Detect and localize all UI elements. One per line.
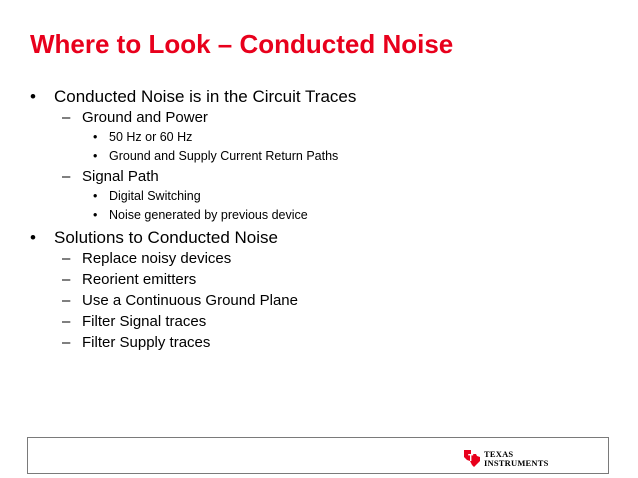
list-item-text: Digital Switching xyxy=(109,189,201,203)
dash-marker: – xyxy=(62,109,71,126)
dash-marker: – xyxy=(62,292,71,309)
logo-line-2: INSTRUMENTS xyxy=(484,458,549,468)
dash-marker: – xyxy=(62,313,71,330)
bullet-marker: • xyxy=(93,208,98,222)
dash-marker: – xyxy=(62,168,71,185)
texas-state-icon xyxy=(462,448,482,468)
bullet-marker: • xyxy=(93,130,98,144)
logo-wordmark xyxy=(484,450,549,468)
logo-line-1: TEXAS xyxy=(484,449,514,459)
list-item-text: Signal Path xyxy=(82,168,159,185)
dash-marker: – xyxy=(62,271,71,288)
list-item-text: Ground and Power xyxy=(82,109,208,126)
list-item-text: Noise generated by previous device xyxy=(109,208,308,222)
list-item-text: Replace noisy devices xyxy=(82,250,232,267)
list-item-text: Use a Continuous Ground Plane xyxy=(82,292,298,309)
bullet-marker: • xyxy=(30,87,36,106)
texas-instruments-logo xyxy=(462,448,552,470)
bullet-marker: • xyxy=(30,228,36,247)
bullet-marker: • xyxy=(93,149,98,163)
list-item-text: Reorient emitters xyxy=(82,271,197,288)
list-item-text: Ground and Supply Current Return Paths xyxy=(109,149,339,163)
list-item-text: Conducted Noise is in the Circuit Traces xyxy=(54,87,357,106)
dash-marker: – xyxy=(62,334,71,351)
dash-marker: – xyxy=(62,250,71,267)
bullet-marker: • xyxy=(93,189,98,203)
list-item-text: Filter Supply traces xyxy=(82,334,211,351)
slide-title: Where to Look – Conducted Noise xyxy=(30,29,454,59)
list-item-text: Solutions to Conducted Noise xyxy=(54,228,278,247)
list-item-text: Filter Signal traces xyxy=(82,313,207,330)
list-item-text: 50 Hz or 60 Hz xyxy=(109,130,193,144)
